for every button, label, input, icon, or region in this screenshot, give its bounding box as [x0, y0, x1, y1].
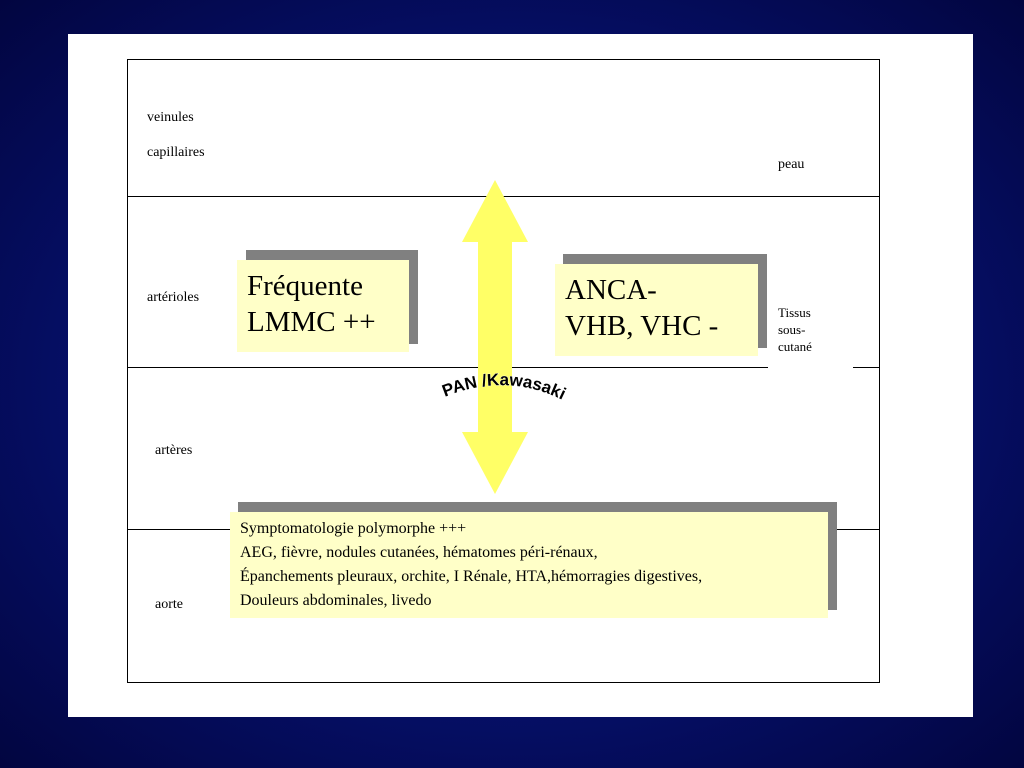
label-aorte: aorte — [155, 597, 183, 612]
tissus-line: sous- — [778, 322, 806, 337]
symptomes-box — [230, 512, 828, 618]
tissus-line: Tissus — [778, 305, 811, 320]
label-capillaires: capillaires — [147, 145, 205, 160]
label-veinules: veinules — [147, 110, 194, 125]
label-peau: peau — [778, 157, 805, 172]
frequente-box — [237, 260, 409, 352]
label-arteres: artères — [155, 443, 193, 458]
slide — [68, 34, 973, 717]
arrow-label-text: PAN /Kawasaki — [439, 370, 569, 404]
symptomes-line: Douleurs abdominales, livedo — [240, 592, 432, 609]
frequente-line: Fréquente — [247, 270, 363, 302]
svg-text:PAN /Kawasaki — [439, 370, 568, 403]
pan-kawasaki-label — [408, 364, 608, 434]
symptomes-line: AEG, fièvre, nodules cutanées, hématomes péri-rénaux, — [240, 544, 598, 561]
double-arrow-icon — [460, 180, 530, 495]
symptomes-line: Symptomatologie polymorphe +++ — [240, 520, 467, 537]
anca-box — [555, 264, 758, 356]
symptomes-line: Épanchements pleuraux, orchite, I Rénale, HTA,hémorragies digestives, — [240, 568, 703, 585]
label-arterioles: artérioles — [147, 290, 200, 305]
tissus-line: cutané — [778, 339, 812, 354]
anca-line: ANCA- — [565, 274, 657, 306]
label-tissus-sous-cutane — [768, 300, 853, 368]
anca-line: VHB, VHC - — [565, 310, 719, 342]
frequente-line: LMMC ++ — [247, 306, 376, 338]
